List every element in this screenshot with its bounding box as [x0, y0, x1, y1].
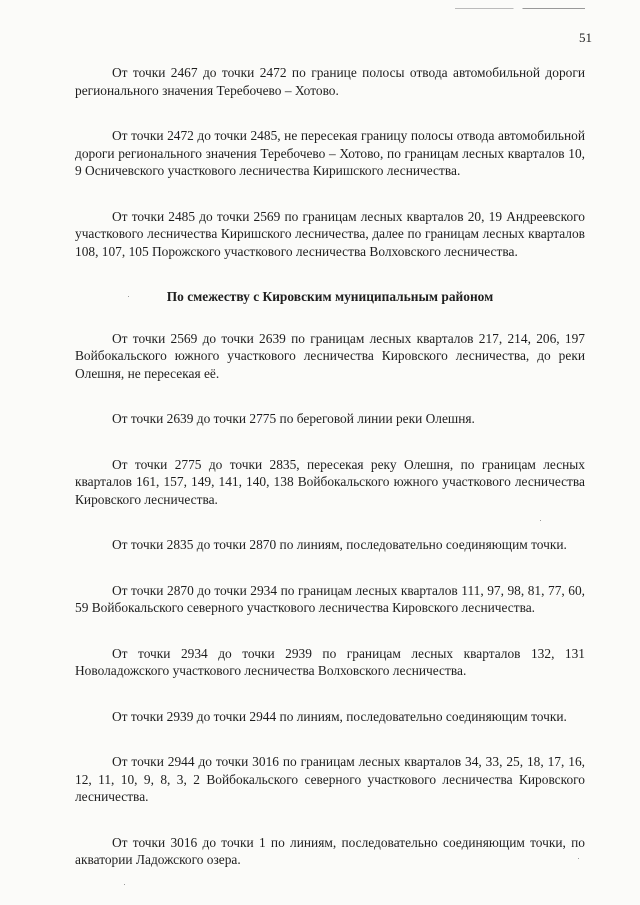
- paragraph: От точки 2939 до точки 2944 по линиям, последовательно соединяющим точки.: [112, 708, 567, 724]
- paragraph: От точки 2870 до точки 2934 по границам лесных кварталов 111, 97, 98, 81, 77, 60, 59 Войбокальского северного участкового лесничества Кировского лесничества.: [75, 582, 585, 615]
- scan-speck: [124, 884, 125, 885]
- scan-speck: [128, 296, 129, 297]
- paragraph: От точки 3016 до точки 1 по линиям, последовательно соединяющим точки, по акватории Ладожского озера.: [75, 834, 585, 867]
- scan-speck: [540, 520, 541, 521]
- paragraph: От точки 2944 до точки 3016 по границам лесных кварталов 34, 33, 25, 18, 17, 16, 12, 11, 10, 9, 8, 3, 2 Войбокальского северного участкового лесничества Кировского лесничества.: [75, 754, 585, 804]
- paragraph: От точки 2639 до точки 2775 по береговой линии реки Олешня.: [112, 411, 475, 426]
- page-number: 51: [579, 30, 592, 45]
- paragraph: От точки 2835 до точки 2870 по линиям, последовательно соединяющим точки.: [112, 537, 567, 552]
- paragraph: От точки 2775 до точки 2835, пересекая реку Олешня, по границам лесных кварталов 161, 157, 149, 141, 140, 138 Войбокальского южного участкового лесничества Кировского лесничества.: [75, 456, 585, 507]
- paragraph: От точки 2472 до точки 2485, не пересекая границу полосы отвода автомобильной дороги регионального значения Теребочево – Хотово, по границам лесных кварталов 10, 9 Осничевского участкового лесничества Киришского лесничества.: [75, 128, 585, 178]
- section-heading: По смежеству с Кировским муниципальным районом: [166, 289, 494, 304]
- paragraph: От точки 2467 до точки 2472 по границе полосы отвода автомобильной дороги регионального значения Теребочево – Хотово.: [75, 65, 585, 98]
- paragraph: От точки 2485 до точки 2569 по границам лесных кварталов 20, 19 Андреевского участкового лесничества Киришского лесничества, далее по границам лесных кварталов 108, 107, 105 Порожского участкового лесничества Волховского лесничества.: [75, 208, 585, 259]
- paragraph: От точки 2934 до точки 2939 по границам лесных кварталов 132, 131 Новоладожского участкового лесничества Волховского лесничества.: [75, 645, 585, 678]
- scan-artifact-line: [455, 8, 585, 9]
- document-body: [75, 64, 585, 897]
- paragraph: От точки 2569 до точки 2639 по границам лесных кварталов 217, 214, 206, 197 Войбокальского южного участкового лесничества Кировского лесничества, до реки Олешня, не пересекая её.: [75, 330, 585, 381]
- scan-speck: [578, 858, 579, 859]
